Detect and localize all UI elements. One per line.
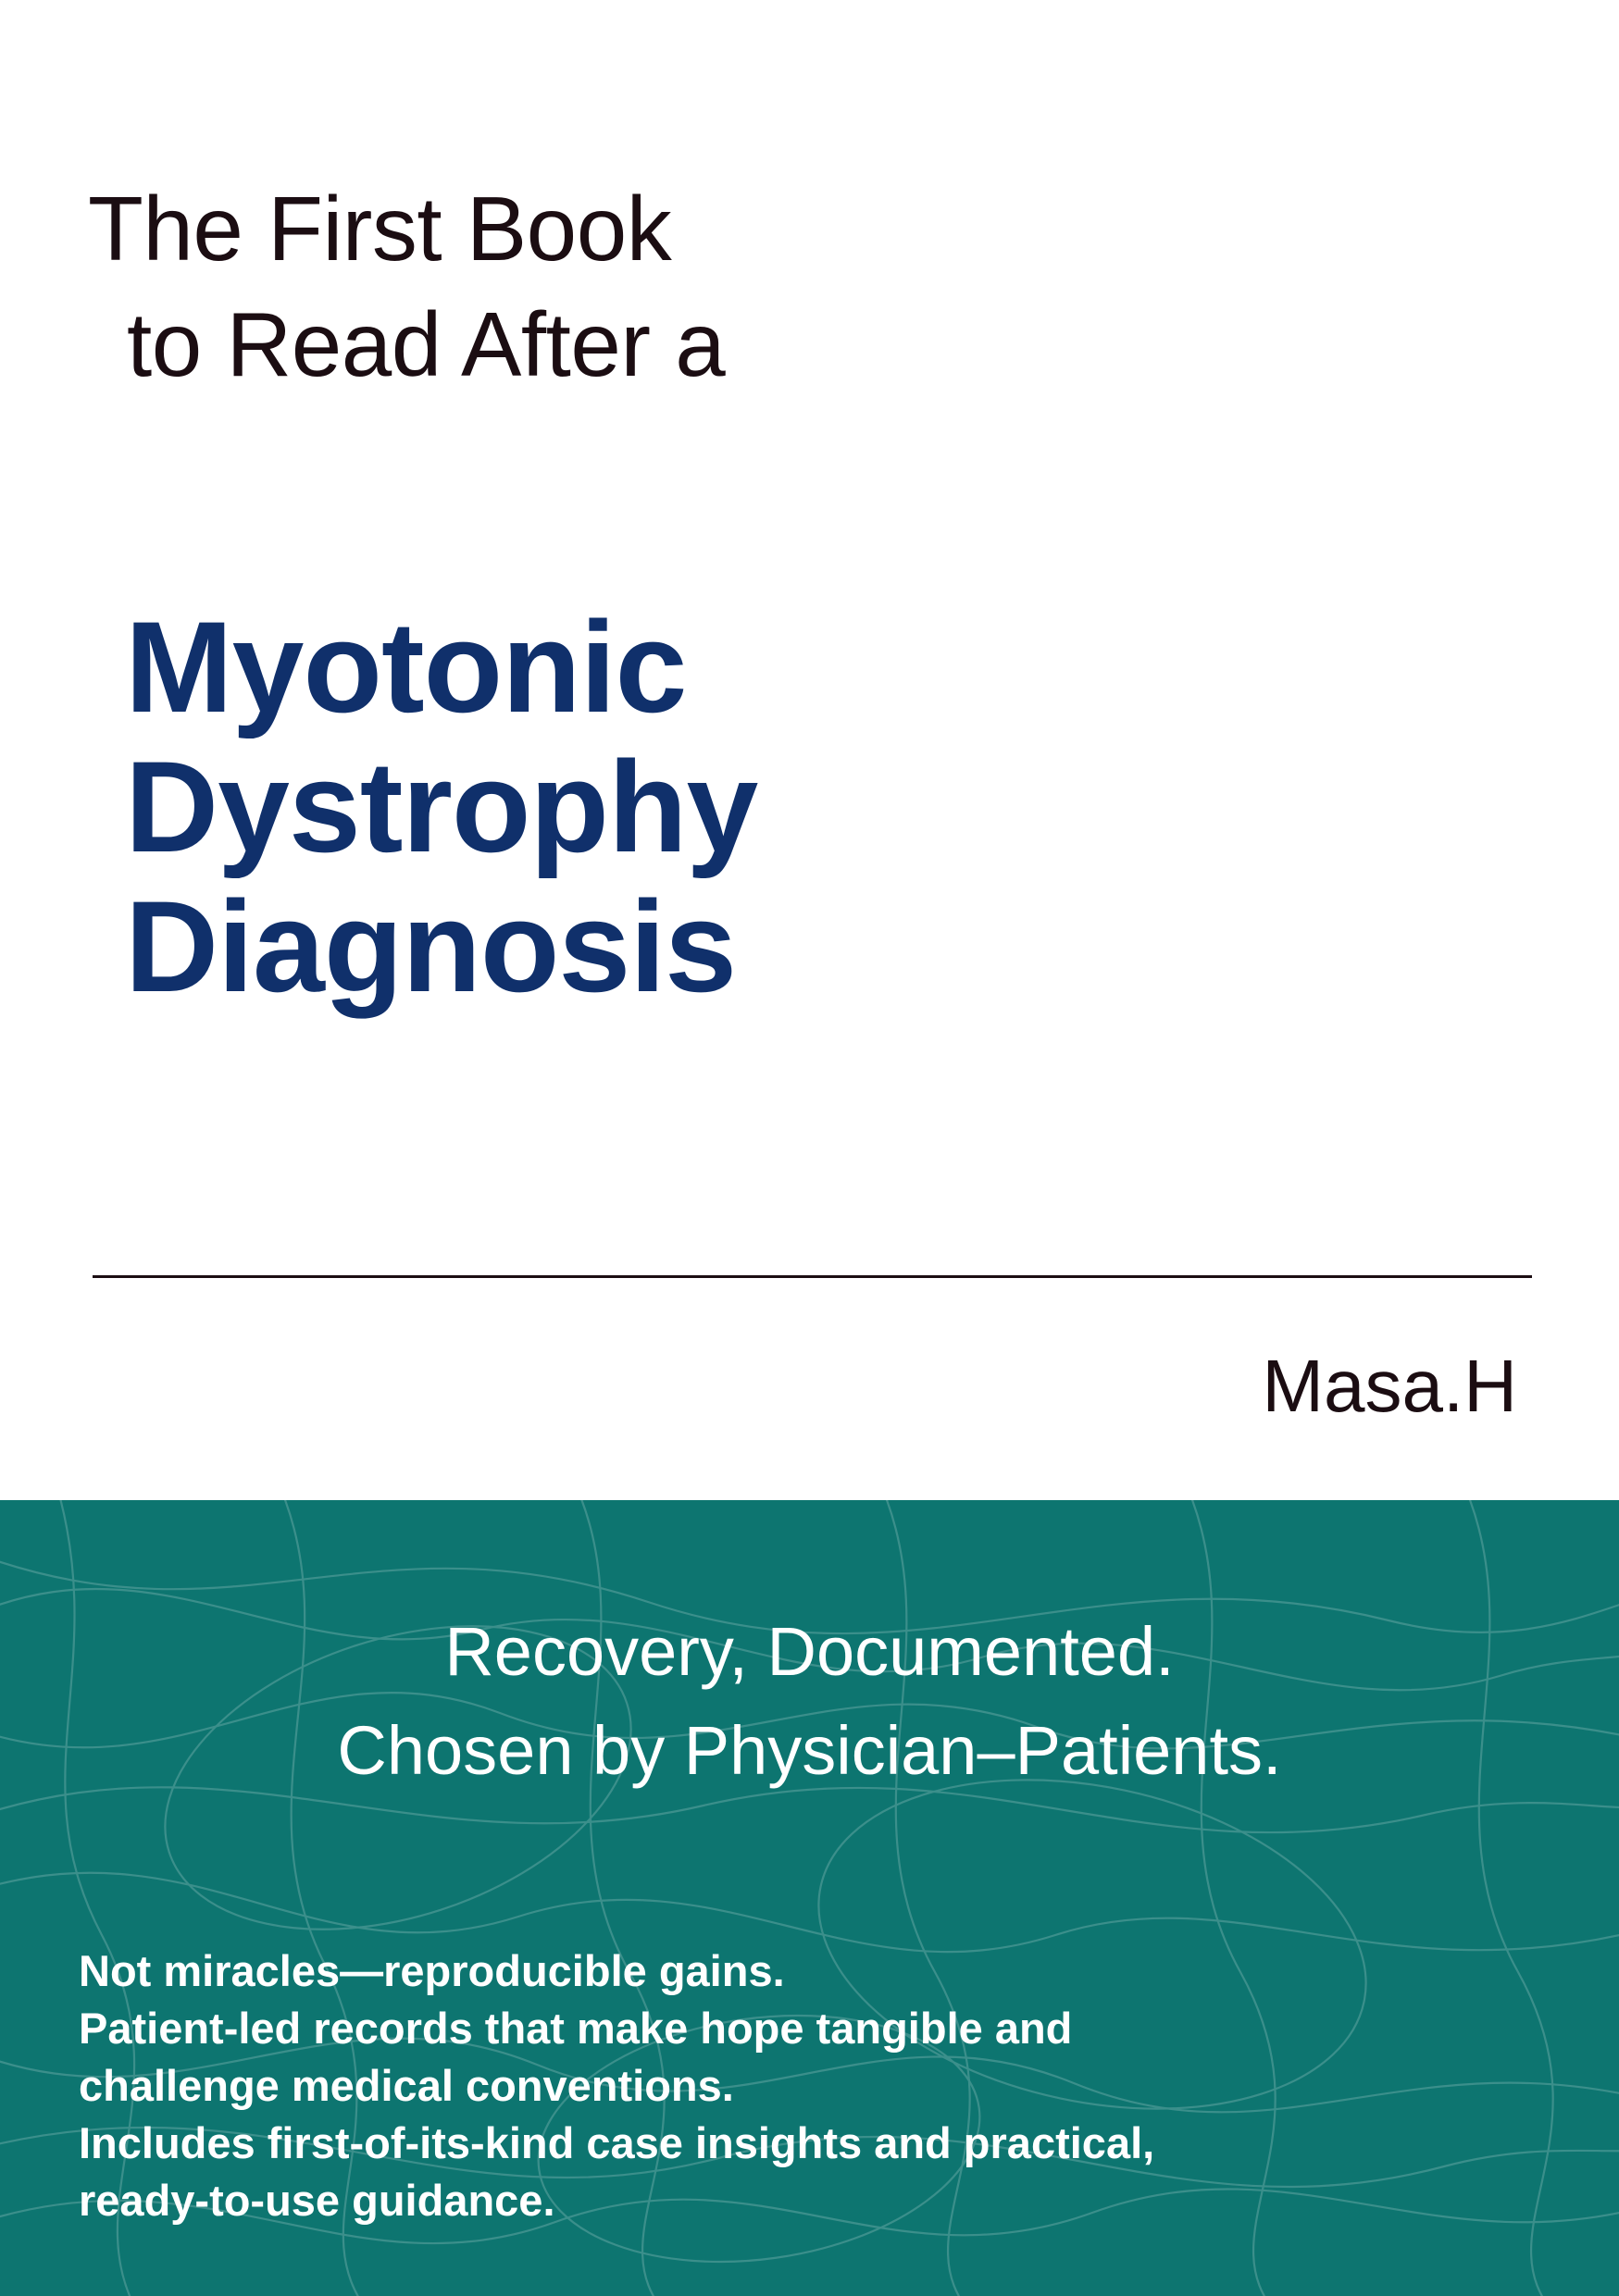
cover-lower-band xyxy=(0,1500,1619,2296)
author-name: Masa.H xyxy=(1262,1345,1517,1427)
title-main-line-2: Dystrophy xyxy=(125,734,758,880)
cover-tagline xyxy=(0,1602,1619,1801)
blurb-line-1: Not miracles—reproducible gains. xyxy=(79,1946,785,1995)
blurb-line-3: challenge medical conventions. xyxy=(79,2061,734,2111)
blurb-line-5: ready-to-use guidance. xyxy=(79,2176,555,2226)
title-light-line-1: The First Book xyxy=(88,178,672,279)
tagline-line-1: Recovery, Documented. xyxy=(444,1613,1175,1690)
title-subtitle-lines xyxy=(88,171,1495,403)
blurb-line-4: Includes first-of-its-kind case insights and practical, xyxy=(79,2118,1155,2168)
tagline-line-2: Chosen by Physician–Patients. xyxy=(337,1712,1282,1790)
blurb-line-2: Patient-led records that make hope tangible and xyxy=(79,2004,1073,2054)
title-light-line-2: to Read After a xyxy=(127,293,726,396)
divider-rule xyxy=(93,1275,1532,1278)
title-main-line-3: Diagnosis xyxy=(125,874,737,1020)
cover-blurb xyxy=(79,1942,1560,2229)
page-title xyxy=(125,594,1495,1020)
title-main-line-1: Myotonic xyxy=(125,594,687,739)
